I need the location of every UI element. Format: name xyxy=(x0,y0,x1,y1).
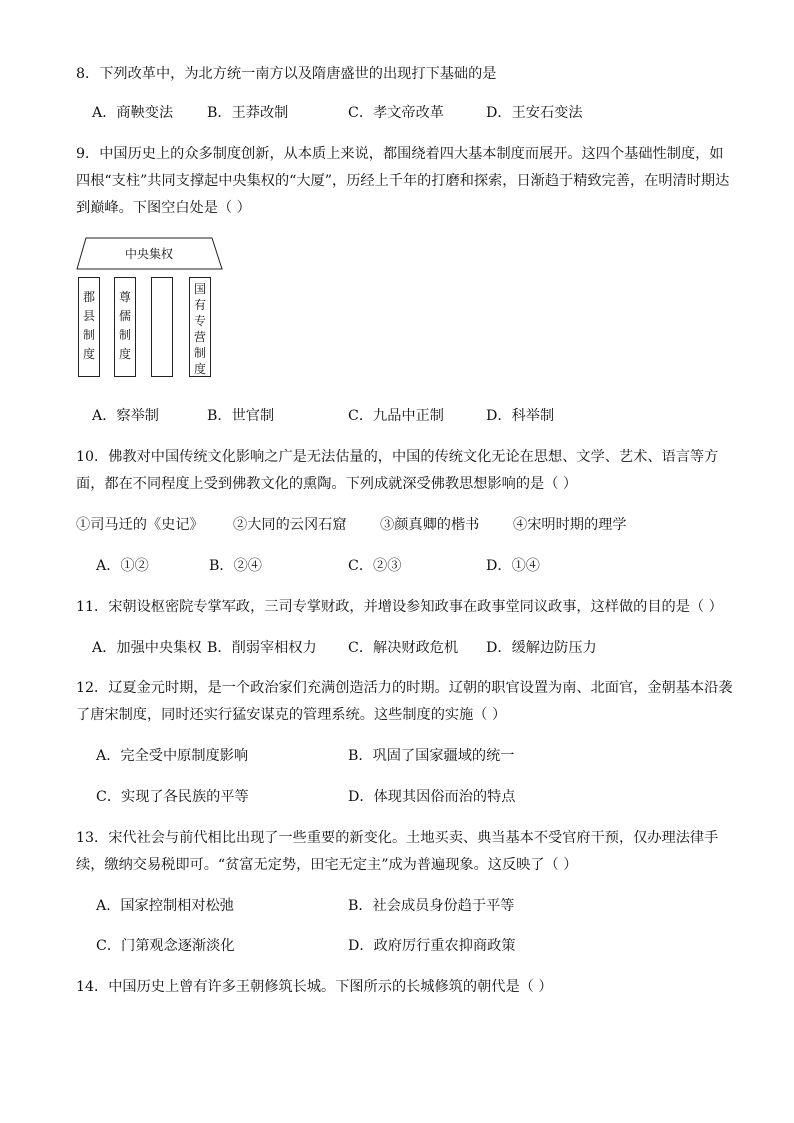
question-11-stem: 11．宋朝设枢密院专掌军政，三司专掌财政，并增设参知政事在政事堂同议政事，这样做的目的是（ ） xyxy=(76,599,723,615)
q9-option-a[interactable]: A．察举制 xyxy=(92,408,159,424)
q10-item-3: ③颜真卿的楷书 xyxy=(380,517,480,533)
q10-option-c[interactable]: C．②③ xyxy=(348,558,402,574)
question-9-stem-line-1: 9．中国历史上的众多制度创新，从本质上来说，都围绕着四大基本制度而展开。这四个基础性制度，如 xyxy=(76,146,724,162)
q10-option-d[interactable]: D．①④ xyxy=(486,558,540,574)
q10-item-4: ④宋明时期的理学 xyxy=(513,517,627,533)
q9-option-b[interactable]: B．世官制 xyxy=(207,408,275,424)
question-10-stem-line-2: 面，都在不同程度上受到佛教文化的熏陶。下列成就深受佛教思想影响的是（ ） xyxy=(76,476,578,492)
pillar-1: 郡 县 制 度 xyxy=(78,277,100,377)
roof-label: 中央集权 xyxy=(124,247,173,261)
question-9-stem-line-2: 四根“支柱”共同支撑起中央集权的“大厦”，历经上千年的打磨和探索，日渐趋于精致完善，在明清时期达 xyxy=(76,173,730,189)
q11-option-c[interactable]: C．解决财政危机 xyxy=(348,640,459,656)
q12-option-c[interactable]: C．实现了各民族的平等 xyxy=(96,789,249,805)
question-10-stem-line-1: 10．佛教对中国传统文化影响之广是无法估量的，中国的传统文化无论在思想、文学、艺术、语言等方 xyxy=(76,449,719,465)
question-9-stem-line-3: 到巅峰。下图空白处是（ ） xyxy=(76,200,251,216)
q11-option-d[interactable]: D．缓解边防压力 xyxy=(486,640,597,656)
q13-option-c[interactable]: C．门第观念逐渐淡化 xyxy=(96,938,235,954)
question-8-stem: 8．下列改革中，为北方统一南方以及隋唐盛世的出现打下基础的是 xyxy=(76,66,497,82)
q13-option-d[interactable]: D．政府厉行重农抑商政策 xyxy=(348,938,516,954)
pillar-4: 国 有 专 营 制 度 xyxy=(189,277,211,377)
q13-option-a[interactable]: A．国家控制相对松弛 xyxy=(96,898,234,914)
q11-option-b[interactable]: B．削弱宰相权力 xyxy=(207,640,317,656)
question-12-stem-line-1: 12．辽夏金元时期，是一个政治家们充满创造活力的时期。辽朝的职官设置为南、北面官，金朝基本沿袭 xyxy=(76,680,733,696)
q12-option-a[interactable]: A．完全受中原制度影响 xyxy=(96,748,249,764)
question-14-stem: 14．中国历史上曾有许多王朝修筑长城。下图所示的长城修筑的朝代是（ ） xyxy=(76,979,553,995)
q12-option-b[interactable]: B．巩固了国家疆域的统一 xyxy=(348,748,515,764)
question-13-stem-line-1: 13．宋代社会与前代相比出现了一些重要的新变化。土地买卖、典当基本不受官府干预，仅办理法律手 xyxy=(76,830,719,846)
q13-option-b[interactable]: B．社会成员身份趋于平等 xyxy=(348,898,515,914)
central-power-diagram xyxy=(76,237,224,383)
q8-option-c[interactable]: C．孝文帝改革 xyxy=(348,105,444,121)
q10-option-a[interactable]: A．①② xyxy=(96,558,149,574)
q10-item-1: ①司马迁的《史记》 xyxy=(76,517,204,533)
q8-option-a[interactable]: A．商鞅变法 xyxy=(92,105,174,121)
pillar-3-blank xyxy=(151,277,173,377)
q10-item-2: ②大同的云冈石窟 xyxy=(233,517,347,533)
q8-option-d[interactable]: D．王安石变法 xyxy=(486,105,583,121)
q8-option-b[interactable]: B．王莽改制 xyxy=(207,105,289,121)
question-12-stem-line-2: 了唐宋制度，同时还实行猛安谋克的管理系统。这些制度的实施（ ） xyxy=(76,707,507,723)
q9-option-c[interactable]: C．九品中正制 xyxy=(348,408,444,424)
question-13-stem-line-2: 续，缴纳交易税即可。“贫富无定势，田宅无定主”成为普遍现象。这反映了（ ） xyxy=(76,857,578,873)
q12-option-d[interactable]: D．体现其因俗而治的特点 xyxy=(348,789,516,805)
q10-option-b[interactable]: B．②④ xyxy=(209,558,262,574)
q11-option-a[interactable]: A．加强中央集权 xyxy=(92,640,202,656)
pillar-2: 尊 儒 制 度 xyxy=(114,277,136,377)
q9-option-d[interactable]: D．科举制 xyxy=(486,408,555,424)
